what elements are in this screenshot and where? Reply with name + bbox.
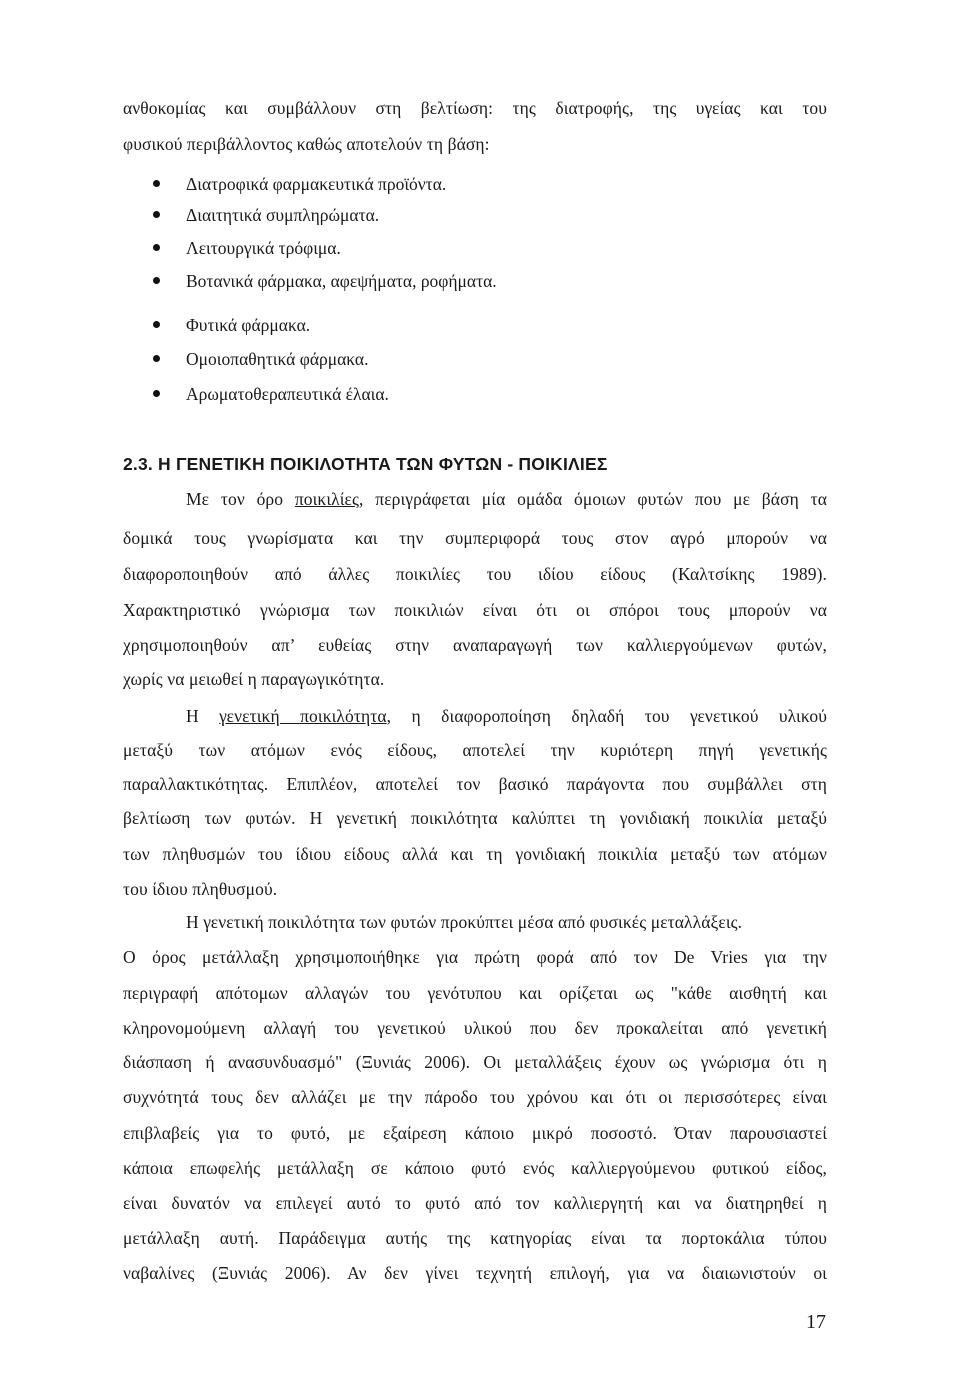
paragraph-line: διάσπαση ή ανασυνδυασμό" (Ξυνιάς 2006). Οι μεταλλάξεις έχουν ως γνώρισμα ότι η [123,1052,827,1072]
underlined-term: γενετική ποικιλότητα [219,706,387,726]
list-item-text: Διαιτητικά συμπληρώματα. [186,205,380,225]
text-span: , περιγράφεται μία ομάδα όμοιων φυτών που με βάση τα [359,489,827,509]
list-item-text: Ομοιοπαθητικά φάρμακα. [186,349,369,369]
paragraph-line: περιγραφή απότομων αλλαγών του γενότυπου και ορίζεται ως "κάθε αισθητή και [123,983,827,1003]
text-span: Η [186,706,220,726]
paragraph-line: βελτίωση των φυτών. Η γενετική ποικιλότητα καλύπτει τη γονιδιακή ποικιλία μεταξύ [123,808,827,828]
intro-line-2: φυσικού περιβάλλοντος καθώς αποτελούν τη βάση: [123,134,490,154]
paragraph-line: Χαρακτηριστικό γνώρισμα των ποικιλιών είναι ότι οι σπόροι τους μπορούν να [123,600,827,620]
section-heading: 2.3. Η ΓΕΝΕΤΙΚΗ ΠΟΙΚΙΛΟΤΗΤΑ ΤΩΝ ΦΥΤΩΝ - ΠΟΙΚΙΛΙΕΣ [123,454,608,474]
paragraph-line: μεταξύ των ατόμων ενός είδους, αποτελεί την κυριότερη πηγή γενετικής [123,740,827,760]
list-item-text: Βοτανικά φάρμακα, αφεψήματα, ροφήματα. [186,271,497,291]
page-number: 17 [806,1311,826,1333]
text-span: , η διαφοροποίηση δηλαδή του γενετικού υλικού [386,706,827,726]
paragraph-line [186,487,827,511]
paragraph-line: Η γενετική ποικιλότητα των φυτών προκύπτει μέσα από φυσικές μεταλλάξεις. [186,912,743,932]
list-item-text: Διατροφικά φαρμακευτικά προϊόντα. [186,174,447,194]
text-span: Με τον όρο [186,489,295,509]
paragraph-line [186,704,827,728]
paragraph-line: χωρίς να μειωθεί η παραγωγικότητα. [123,669,385,689]
paragraph-line: των πληθυσμών του ίδιου είδους αλλά και τη γονιδιακή ποικιλία μεταξύ των ατόμων [123,844,827,864]
list-item-text: Φυτικά φάρμακα. [186,315,311,335]
bullet-icon [153,180,160,187]
intro-line-1: ανθοκομίας και συμβάλλουν στη βελτίωση: της διατροφής, της υγείας και του [123,98,827,118]
bullet-icon [153,355,160,362]
bullet-icon [153,244,160,251]
paragraph-line: επιβλαβείς για το φυτό, με εξαίρεση κάποιο μικρό ποσοστό. Όταν παρουσιαστεί [123,1123,827,1143]
paragraph-line: μετάλλαξη αυτή. Παράδειγμα αυτής της κατηγορίας είναι τα πορτοκάλια τύπου [123,1228,827,1248]
bullet-icon [153,211,160,218]
paragraph-line: χρησιμοποιηθούν απ’ ευθείας στην αναπαραγωγή των καλλιεργούμενων φυτών, [123,635,827,655]
bullet-icon [153,321,160,328]
bullet-icon [153,277,160,284]
paragraph-line: δομικά τους γνωρίσματα και την συμπεριφορά τους στον αγρό μπορούν να [123,528,827,548]
paragraph-line: κληρονομούμενη αλλαγή του γενετικού υλικού που δεν προκαλείται από γενετική [123,1018,827,1038]
paragraph-line: του ίδιου πληθυσμού. [123,879,278,899]
paragraph-line: παραλλακτικότητας. Επιπλέον, αποτελεί τον βασικό παράγοντα που συμβάλλει στη [123,774,827,794]
bullet-icon [153,390,160,397]
list-item-text: Λειτουργικά τρόφιμα. [186,238,341,258]
paragraph-line: συχνότητά τους δεν αλλάζει με την πάροδο του χρόνου και ότι οι περισσότερες είναι [123,1087,827,1107]
paragraph-line: Ο όρος μετάλλαξη χρησιμοποιήθηκε για πρώτη φορά από τον De Vries για την [123,947,827,967]
list-item-text: Αρωματοθεραπευτικά έλαια. [186,384,389,404]
underlined-term: ποικιλίες [294,489,360,509]
paragraph-line: διαφοροποιηθούν από άλλες ποικιλίες του ιδίου είδους (Καλτσίκης 1989). [123,564,827,584]
paragraph-line: ναβαλίνες (Ξυνιάς 2006). Αν δεν γίνει τεχνητή επιλογή, για να διαιωνιστούν οι [123,1263,827,1283]
paragraph-line: κάποια επωφελής μετάλλαξη σε κάποιο φυτό ενός καλλιεργούμενου φυτικού είδος, [123,1158,827,1178]
paragraph-line: είναι δυνατόν να επιλεγεί αυτό το φυτό από τον καλλιεργητή και να διατηρηθεί η [123,1193,827,1213]
